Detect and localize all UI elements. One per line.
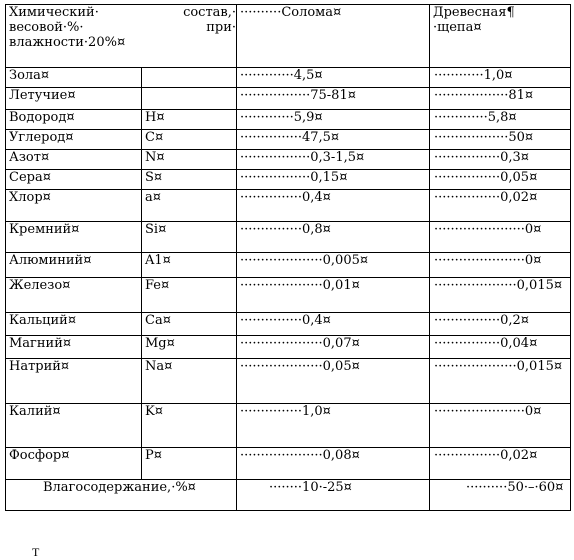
row-name: Зола¤: [6, 68, 142, 88]
row-straw-value: ·················0,3-1,5¤: [237, 150, 430, 170]
header-wood: [430, 5, 571, 68]
table-row: [6, 222, 571, 253]
table-row: [6, 190, 571, 222]
row-symbol: C¤: [142, 130, 237, 150]
header-row: [6, 5, 571, 68]
row-wood-value: ············1,0¤: [430, 68, 571, 88]
row-wood-value: ······················0¤: [430, 253, 571, 278]
table-row: [6, 359, 571, 404]
header-chem-line-3: влажности·20%¤: [9, 35, 126, 50]
header-chem-line-2: весовой·%· при·: [9, 20, 236, 35]
row-name: Углерод¤: [6, 130, 142, 150]
table-row: [6, 336, 571, 359]
following-text: Т: [32, 545, 40, 559]
row-straw-value: ····················0,005¤: [237, 253, 430, 278]
row-symbol: Si¤: [142, 222, 237, 253]
table-row: [6, 130, 571, 150]
table-row: [6, 278, 571, 313]
footer-moisture-label: Влагосодержание,·%¤: [6, 480, 237, 511]
table-row: [6, 88, 571, 110]
row-name: Железо¤: [6, 278, 142, 313]
table-row: [6, 150, 571, 170]
row-name: Калий¤: [6, 404, 142, 448]
row-straw-value: ···············1,0¤: [237, 404, 430, 448]
row-wood-value: ·············5,8¤: [430, 110, 571, 130]
header-chemical-composition: [6, 5, 237, 68]
row-straw-value: ·············4,5¤: [237, 68, 430, 88]
row-wood-value: ····················0,015¤: [430, 278, 571, 313]
row-symbol: [142, 68, 237, 88]
row-wood-value: ················0,2¤: [430, 313, 571, 336]
row-wood-value: ······················0¤: [430, 222, 571, 253]
row-symbol: N¤: [142, 150, 237, 170]
row-symbol: P¤: [142, 448, 237, 480]
row-straw-value: ····················0,05¤: [237, 359, 430, 404]
table-row: [6, 170, 571, 190]
row-straw-value: ·················75-81¤: [237, 88, 430, 110]
row-wood-value: ····················0,015¤: [430, 359, 571, 404]
header-straw-label: ··········Солома¤: [240, 5, 342, 20]
row-name: Хлор¤: [6, 190, 142, 222]
row-straw-value: ···············0,4¤: [237, 190, 430, 222]
row-straw-value: ···············0,4¤: [237, 313, 430, 336]
table-row: [6, 448, 571, 480]
row-name: Водород¤: [6, 110, 142, 130]
row-symbol: Ca¤: [142, 313, 237, 336]
row-straw-value: ···············0,8¤: [237, 222, 430, 253]
row-name: Алюминий¤: [6, 253, 142, 278]
row-straw-value: ···············47,5¤: [237, 130, 430, 150]
row-wood-value: ················0,04¤: [430, 336, 571, 359]
row-symbol: H¤: [142, 110, 237, 130]
header-chem-line-1: Химический· состав,·: [9, 5, 236, 20]
footer-wood-value: ··········50·–·60¤: [430, 480, 571, 511]
composition-table: [5, 4, 571, 511]
table-row: [6, 404, 571, 448]
footer-row: [6, 480, 571, 511]
table-row: [6, 253, 571, 278]
row-symbol: S¤: [142, 170, 237, 190]
table-row: [6, 68, 571, 88]
row-symbol: Mg¤: [142, 336, 237, 359]
row-symbol: A1¤: [142, 253, 237, 278]
row-symbol: a¤: [142, 190, 237, 222]
row-wood-value: ················0,05¤: [430, 170, 571, 190]
row-wood-value: ················0,02¤: [430, 190, 571, 222]
table-row: [6, 110, 571, 130]
row-wood-value: ················0,02¤: [430, 448, 571, 480]
row-symbol: Na¤: [142, 359, 237, 404]
row-straw-value: ·················0,15¤: [237, 170, 430, 190]
row-symbol: K¤: [142, 404, 237, 448]
header-wood-line-2: ·щепа¤: [433, 20, 482, 35]
row-name: Натрий¤: [6, 359, 142, 404]
row-name: Магний¤: [6, 336, 142, 359]
header-wood-line-1: Древесная¶: [433, 5, 515, 20]
row-straw-value: ····················0,01¤: [237, 278, 430, 313]
row-straw-value: ·············5,9¤: [237, 110, 430, 130]
row-symbol: [142, 88, 237, 110]
row-wood-value: ················0,3¤: [430, 150, 571, 170]
row-name: Фосфор¤: [6, 448, 142, 480]
header-straw: [237, 5, 430, 68]
footer-straw-value: ········10·-25¤: [237, 480, 430, 511]
row-name: Азот¤: [6, 150, 142, 170]
row-symbol: Fe¤: [142, 278, 237, 313]
row-name: Кремний¤: [6, 222, 142, 253]
row-straw-value: ····················0,08¤: [237, 448, 430, 480]
row-wood-value: ··················81¤: [430, 88, 571, 110]
row-wood-value: ······················0¤: [430, 404, 571, 448]
row-name: Сера¤: [6, 170, 142, 190]
table-row: [6, 313, 571, 336]
row-straw-value: ····················0,07¤: [237, 336, 430, 359]
row-wood-value: ··················50¤: [430, 130, 571, 150]
row-name: Кальций¤: [6, 313, 142, 336]
row-name: Летучие¤: [6, 88, 142, 110]
